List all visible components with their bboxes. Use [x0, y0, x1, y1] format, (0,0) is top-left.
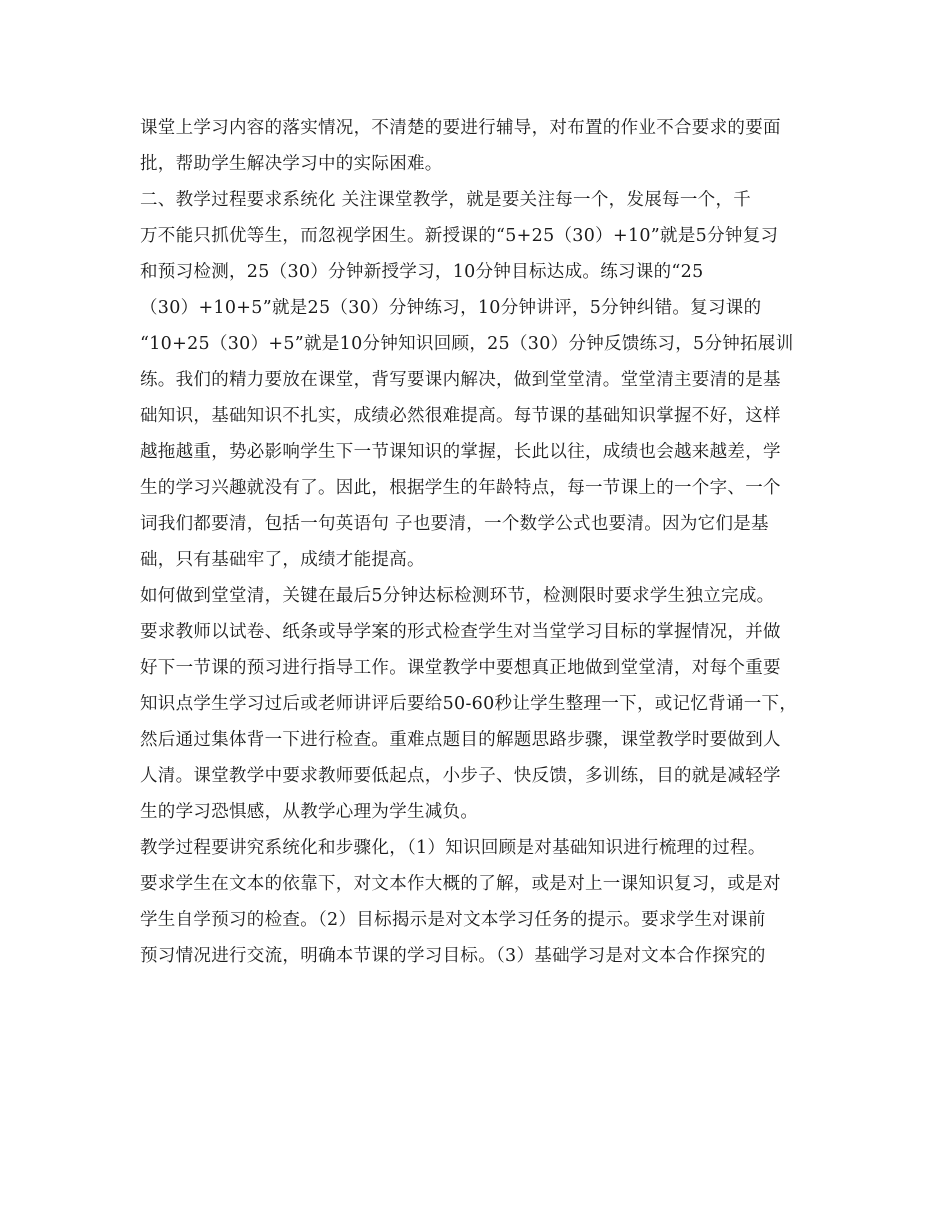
body-text: [140, 110, 820, 974]
text-line: 知识点学生学习过后或老师讲评后要给50-60秒让学生整理一下，或记忆背诵一下，: [140, 694, 798, 714]
text-line: 生的学习兴趣就没有了。因此，根据学生的年龄特点，每一节课上的一个字、一个: [140, 478, 781, 498]
text-line: 课堂上学习内容的落实情况，不清楚的要进行辅导，对布置的作业不合要求的要面: [140, 118, 781, 138]
text-line: 要求教师以试卷、纸条或导学案的形式检查学生对当堂学习目标的掌握情况，并做: [140, 622, 781, 642]
text-line: 人清。课堂教学中要求教师要低起点，小步子、快反馈，多训练，目的就是减轻学: [140, 766, 781, 786]
text-line: 然后通过集体背一下进行检查。重难点题目的解题思路步骤，课堂教学时要做到人: [140, 730, 781, 750]
text-line: 和预习检测，25（30）分钟新授学习，10分钟目标达成。练习课的“25: [140, 262, 704, 282]
text-line: 预习情况进行交流，明确本节课的学习目标。（3）基础学习是对文本合作探究的: [140, 946, 766, 966]
text-line: 好下一节课的预习进行指导工作。课堂教学中要想真正地做到堂堂清，对每个重要: [140, 658, 781, 678]
text-line: 词我们都要清，包括一句英语句 子也要清，一个数学公式也要清。因为它们是基: [140, 514, 769, 534]
text-line: 越拖越重，势必影响学生下一节课知识的掌握，长此以往，成绩也会越来越差，学: [140, 442, 781, 462]
text-line: 二、教学过程要求系统化 关注课堂教学，就是要关注每一个，发展每一个，千: [140, 190, 752, 210]
text-line: 教学过程要讲究系统化和步骤化，（1）知识回顾是对基础知识进行梳理的过程。: [140, 838, 766, 858]
text-line: （30）+10+5”就是25（30）分钟练习，10分钟讲评，5分钟纠错。复习课的: [140, 298, 762, 318]
text-line: 批，帮助学生解决学习中的实际困难。: [140, 154, 443, 174]
text-line: 础，只有基础牢了，成绩才能提高。: [140, 550, 425, 570]
text-line: 如何做到堂堂清，关键在最后5分钟达标检测环节，检测限时要求学生独立完成。: [140, 586, 775, 606]
text-line: 练。我们的精力要放在课堂，背写要课内解决，做到堂堂清。堂堂清主要清的是基: [140, 370, 781, 390]
text-line: 要求学生在文本的依靠下，对文本作大概的了解，或是对上一课知识复习，或是对: [140, 874, 781, 894]
text-line: 生的学习恐惧感，从教学心理为学生减负。: [140, 802, 479, 822]
text-line: “10+25（30）+5”就是10分钟知识回顾，25（30）分钟反馈练习，5分钟拓展训: [140, 334, 794, 354]
text-line: 础知识，基础知识不扎实，成绩必然很难提高。每节课的基础知识掌握不好，这样: [140, 406, 781, 426]
text-line: 学生自学预习的检查。（2）目标揭示是对文本学习任务的提示。要求学生对课前: [140, 910, 766, 930]
text-line: 万不能只抓优等生，而忽视学困生。新授课的“5+25（30）+10”就是5分钟复习: [140, 226, 779, 246]
